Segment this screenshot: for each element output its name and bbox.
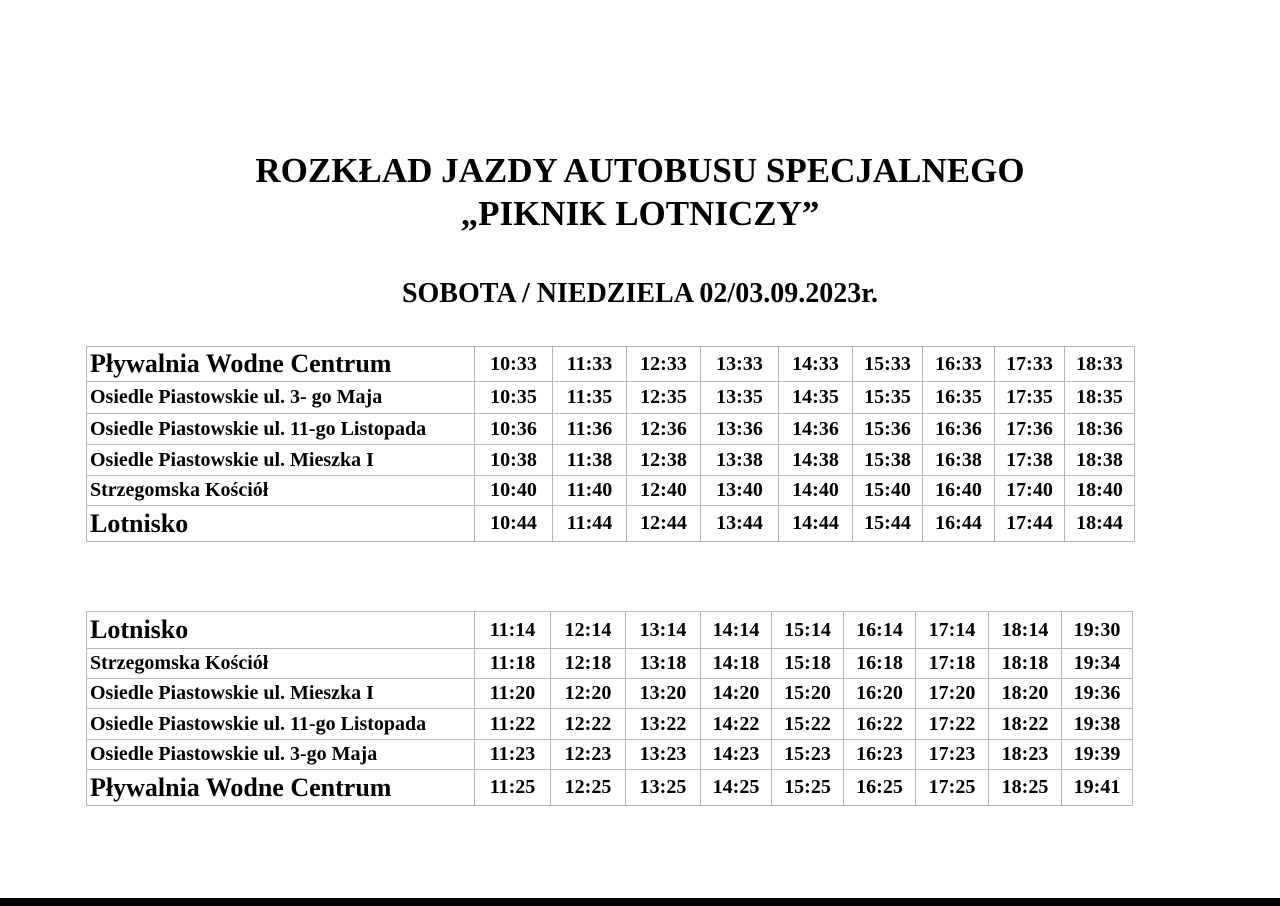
departure-time-cell: 13:35: [701, 382, 779, 414]
departure-time-cell: 14:25: [701, 770, 772, 806]
departure-time-cell: 19:30: [1062, 612, 1133, 649]
departure-time-cell: 10:33: [475, 347, 553, 382]
table-row: [87, 506, 1135, 542]
departure-time-cell: 15:22: [772, 709, 844, 740]
departure-time-cell: 11:20: [475, 679, 551, 709]
stop-name-cell: Osiedle Piastowskie ul. 3-go Maja: [87, 740, 475, 770]
departure-time-cell: 14:40: [779, 476, 853, 506]
page-title-line1: ROZKŁAD JAZDY AUTOBUSU SPECJALNEGO: [255, 151, 1025, 190]
departure-time-cell: 13:36: [701, 414, 779, 445]
departure-time-cell: 12:40: [627, 476, 701, 506]
departure-time-cell: 18:14: [989, 612, 1062, 649]
departure-time-cell: 15:36: [853, 414, 923, 445]
departure-time-cell: 13:25: [626, 770, 701, 806]
departure-time-cell: 16:18: [844, 649, 916, 679]
departure-time-cell: 18:33: [1065, 347, 1135, 382]
departure-time-cell: 16:23: [844, 740, 916, 770]
departure-time-cell: 18:25: [989, 770, 1062, 806]
departure-time-cell: 17:35: [995, 382, 1065, 414]
stop-name-cell: Pływalnia Wodne Centrum: [87, 347, 475, 382]
departure-time-cell: 17:20: [916, 679, 989, 709]
departure-time-cell: 19:41: [1062, 770, 1133, 806]
departure-time-cell: 12:14: [551, 612, 626, 649]
stop-name-cell: Osiedle Piastowskie ul. Mieszka I: [87, 445, 475, 476]
departure-time-cell: 16:20: [844, 679, 916, 709]
departure-time-cell: 18:38: [1065, 445, 1135, 476]
departure-time-cell: 15:25: [772, 770, 844, 806]
departure-time-cell: 14:18: [701, 649, 772, 679]
departure-time-cell: 15:38: [853, 445, 923, 476]
departure-time-cell: 14:23: [701, 740, 772, 770]
departure-time-cell: 16:36: [923, 414, 995, 445]
departure-time-cell: 17:22: [916, 709, 989, 740]
departure-time-cell: 14:38: [779, 445, 853, 476]
departure-time-cell: 11:14: [475, 612, 551, 649]
departure-time-cell: 17:36: [995, 414, 1065, 445]
departure-time-cell: 13:23: [626, 740, 701, 770]
page-title-line2: „PIKNIK LOTNICZY”: [460, 194, 820, 233]
departure-time-cell: 13:33: [701, 347, 779, 382]
departure-time-cell: 16:40: [923, 476, 995, 506]
timetable-outbound: [86, 346, 1135, 542]
departure-time-cell: 18:20: [989, 679, 1062, 709]
departure-time-cell: 15:35: [853, 382, 923, 414]
departure-time-cell: 18:36: [1065, 414, 1135, 445]
departure-time-cell: 15:20: [772, 679, 844, 709]
departure-time-cell: 10:38: [475, 445, 553, 476]
departure-time-cell: 12:44: [627, 506, 701, 542]
departure-time-cell: 19:39: [1062, 740, 1133, 770]
departure-time-cell: 19:34: [1062, 649, 1133, 679]
departure-time-cell: 18:22: [989, 709, 1062, 740]
stop-name-cell: Osiedle Piastowskie ul. 11-go Listopada: [87, 709, 475, 740]
departure-time-cell: 13:18: [626, 649, 701, 679]
departure-time-cell: 16:35: [923, 382, 995, 414]
stop-name-cell: Pływalnia Wodne Centrum: [87, 770, 475, 806]
departure-time-cell: 17:25: [916, 770, 989, 806]
departure-time-cell: 16:14: [844, 612, 916, 649]
table-row: [87, 612, 1133, 649]
departure-time-cell: 14:33: [779, 347, 853, 382]
table-row: [87, 649, 1133, 679]
stop-name-cell: Osiedle Piastowskie ul. 3- go Maja: [87, 382, 475, 414]
departure-time-cell: 17:40: [995, 476, 1065, 506]
departure-time-cell: 13:38: [701, 445, 779, 476]
table-row: [87, 347, 1135, 382]
departure-time-cell: 19:38: [1062, 709, 1133, 740]
departure-time-cell: 13:40: [701, 476, 779, 506]
departure-time-cell: 18:44: [1065, 506, 1135, 542]
departure-time-cell: 18:40: [1065, 476, 1135, 506]
departure-time-cell: 16:33: [923, 347, 995, 382]
departure-time-cell: 18:35: [1065, 382, 1135, 414]
departure-time-cell: 17:33: [995, 347, 1065, 382]
departure-time-cell: 10:35: [475, 382, 553, 414]
departure-time-cell: 11:18: [475, 649, 551, 679]
departure-time-cell: 17:23: [916, 740, 989, 770]
departure-time-cell: 15:14: [772, 612, 844, 649]
table-row: [87, 770, 1133, 806]
stop-name-cell: Osiedle Piastowskie ul. 11-go Listopada: [87, 414, 475, 445]
departure-time-cell: 16:44: [923, 506, 995, 542]
departure-time-cell: 14:36: [779, 414, 853, 445]
departure-time-cell: 19:36: [1062, 679, 1133, 709]
stop-name-cell: Strzegomska Kościół: [87, 476, 475, 506]
departure-time-cell: 12:33: [627, 347, 701, 382]
departure-time-cell: 10:36: [475, 414, 553, 445]
departure-time-cell: 17:44: [995, 506, 1065, 542]
departure-time-cell: 11:23: [475, 740, 551, 770]
departure-time-cell: 12:36: [627, 414, 701, 445]
departure-time-cell: 14:20: [701, 679, 772, 709]
departure-time-cell: 13:44: [701, 506, 779, 542]
timetable-return: [86, 611, 1133, 806]
departure-time-cell: 17:38: [995, 445, 1065, 476]
table-row: [87, 679, 1133, 709]
departure-time-cell: 12:38: [627, 445, 701, 476]
stop-name-cell: Strzegomska Kościół: [87, 649, 475, 679]
departure-time-cell: 12:25: [551, 770, 626, 806]
departure-time-cell: 17:18: [916, 649, 989, 679]
departure-time-cell: 18:18: [989, 649, 1062, 679]
bottom-border-bar: [0, 898, 1280, 906]
departure-time-cell: 13:20: [626, 679, 701, 709]
table-row: [87, 740, 1133, 770]
departure-time-cell: 14:22: [701, 709, 772, 740]
departure-time-cell: 18:23: [989, 740, 1062, 770]
departure-time-cell: 11:40: [553, 476, 627, 506]
departure-time-cell: 10:40: [475, 476, 553, 506]
departure-time-cell: 16:25: [844, 770, 916, 806]
stop-name-cell: Osiedle Piastowskie ul. Mieszka I: [87, 679, 475, 709]
departure-time-cell: 14:35: [779, 382, 853, 414]
departure-time-cell: 11:35: [553, 382, 627, 414]
departure-time-cell: 10:44: [475, 506, 553, 542]
table-row: [87, 414, 1135, 445]
departure-time-cell: 11:33: [553, 347, 627, 382]
table-row: [87, 709, 1133, 740]
departure-time-cell: 13:22: [626, 709, 701, 740]
departure-time-cell: 16:38: [923, 445, 995, 476]
stop-name-cell: Lotnisko: [87, 506, 475, 542]
table-row: [87, 382, 1135, 414]
departure-time-cell: 11:44: [553, 506, 627, 542]
departure-time-cell: 12:22: [551, 709, 626, 740]
departure-time-cell: 17:14: [916, 612, 989, 649]
departure-time-cell: 15:23: [772, 740, 844, 770]
departure-time-cell: 16:22: [844, 709, 916, 740]
page-subtitle: SOBOTA / NIEDZIELA 02/03.09.2023r.: [401, 278, 879, 309]
stop-name-cell: Lotnisko: [87, 612, 475, 649]
departure-time-cell: 15:40: [853, 476, 923, 506]
table-row: [87, 445, 1135, 476]
table-row: [87, 476, 1135, 506]
departure-time-cell: 12:18: [551, 649, 626, 679]
departure-time-cell: 11:36: [553, 414, 627, 445]
departure-time-cell: 14:44: [779, 506, 853, 542]
departure-time-cell: 14:14: [701, 612, 772, 649]
departure-time-cell: 11:25: [475, 770, 551, 806]
departure-time-cell: 12:23: [551, 740, 626, 770]
departure-time-cell: 13:14: [626, 612, 701, 649]
departure-time-cell: 15:18: [772, 649, 844, 679]
departure-time-cell: 11:38: [553, 445, 627, 476]
departure-time-cell: 12:20: [551, 679, 626, 709]
departure-time-cell: 15:44: [853, 506, 923, 542]
departure-time-cell: 11:22: [475, 709, 551, 740]
departure-time-cell: 12:35: [627, 382, 701, 414]
departure-time-cell: 15:33: [853, 347, 923, 382]
